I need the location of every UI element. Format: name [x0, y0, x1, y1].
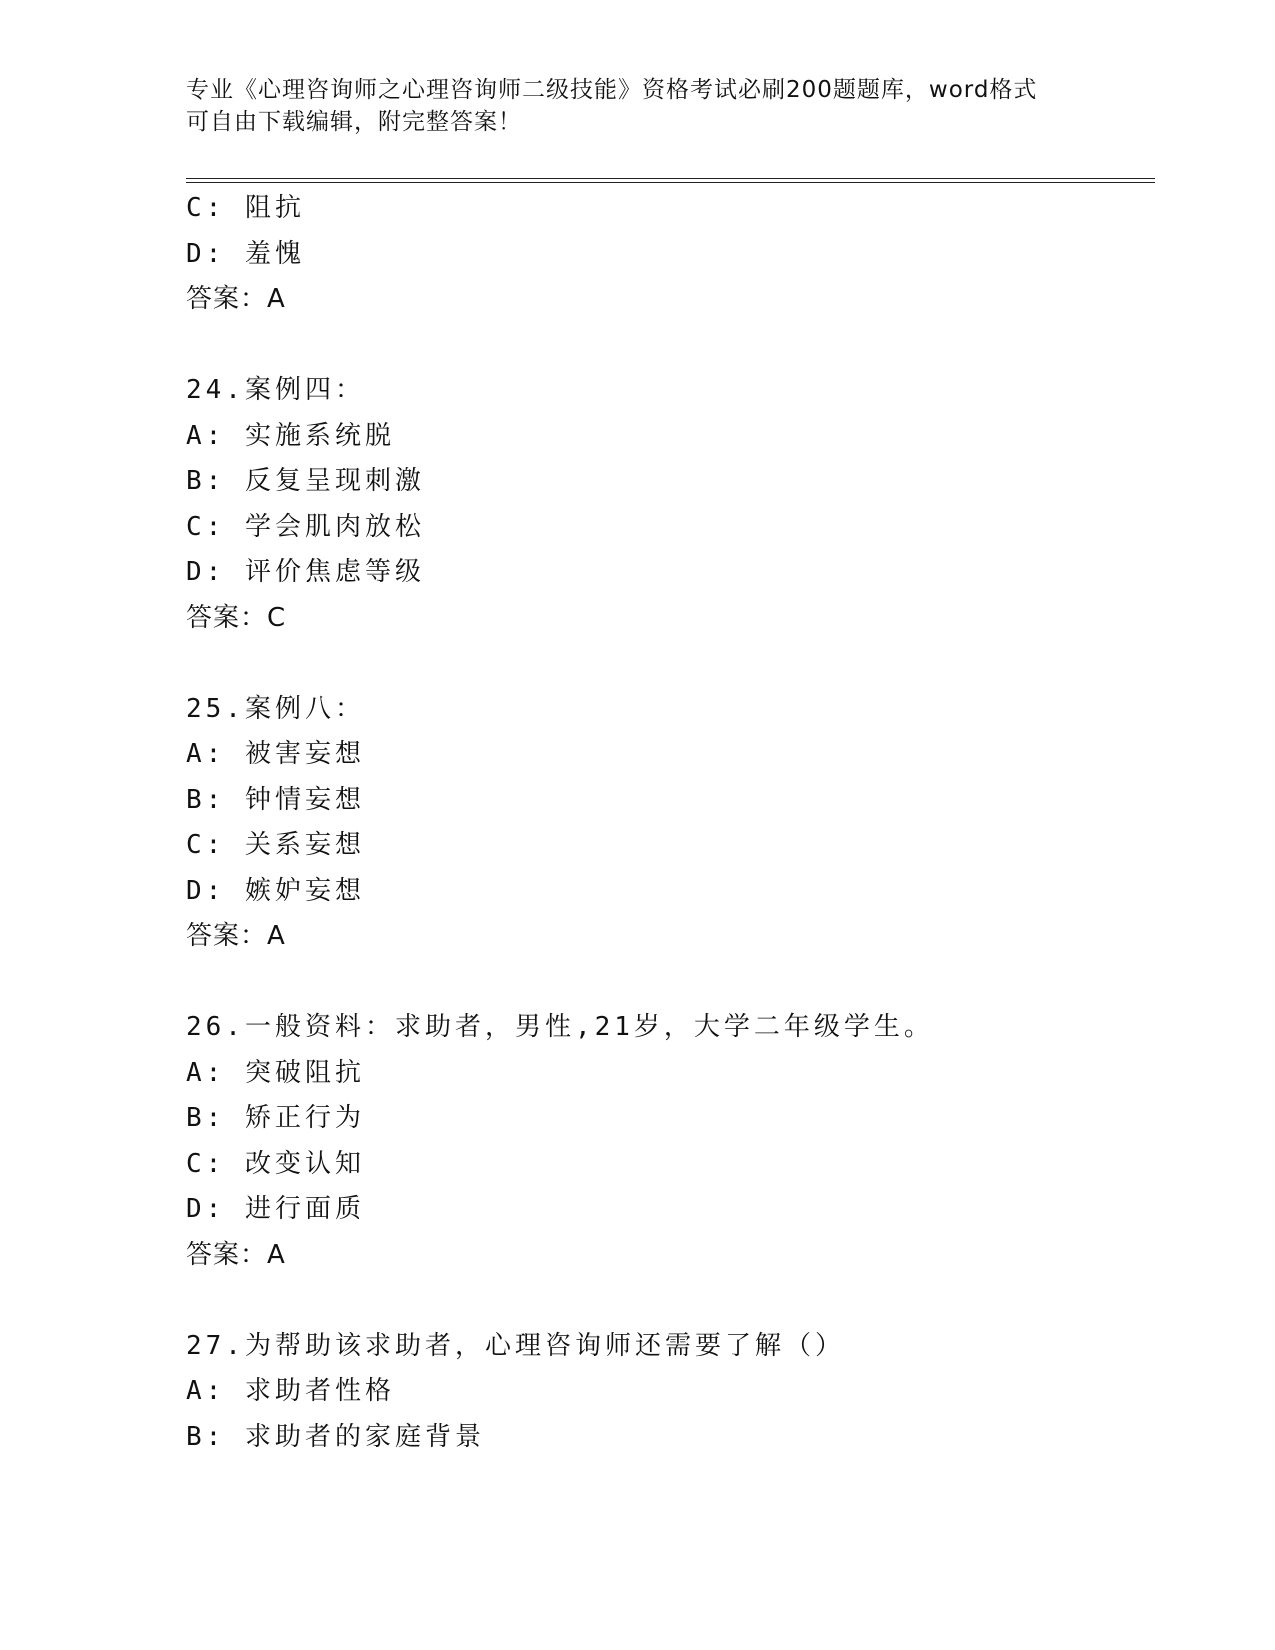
question-title: 24.案例四：: [186, 375, 365, 405]
previous-question-tail: [186, 186, 1155, 323]
document-title-line-2: 可自由下载编辑，附完整答案！: [186, 109, 522, 135]
option-b: B: 钟情妄想: [186, 784, 365, 815]
option-c: C: 关系妄想: [186, 830, 365, 860]
answer-line: 答案：A: [186, 921, 286, 951]
spacer: [186, 641, 1155, 687]
question-25: [186, 687, 1155, 960]
question-list: [186, 186, 1155, 1460]
spacer: [186, 960, 1155, 1006]
option-c: C: 学会肌肉放松: [186, 511, 425, 542]
answer-line: 答案：A: [186, 1239, 286, 1270]
option-b: B: 矫正行为: [186, 1103, 365, 1133]
option-a: A: 求助者性格: [186, 1376, 395, 1406]
option-a: A: 实施系统脱: [186, 420, 395, 451]
question-title: 27.为帮助该求助者，心理咨询师还需要了解（）: [186, 1330, 845, 1361]
header-double-rule: [186, 178, 1155, 183]
option-d: D: 评价焦虑等级: [186, 557, 425, 587]
question-title: 25.案例八：: [186, 693, 365, 724]
option-c: C: 阻抗: [186, 193, 305, 223]
spacer: [186, 1278, 1155, 1324]
option-d: D: 嫉妒妄想: [186, 875, 365, 906]
option-c: C: 改变认知: [186, 1148, 365, 1179]
question-27: [186, 1324, 1155, 1461]
option-a: A: 突破阻抗: [186, 1057, 365, 1088]
question-title: 26.一般资料：求助者，男性,21岁，大学二年级学生。: [186, 1012, 934, 1042]
answer-line: 答案：C: [186, 602, 287, 633]
option-b: B: 求助者的家庭背景: [186, 1421, 485, 1452]
option-d: D: 羞愧: [186, 238, 305, 269]
page-header: [186, 74, 1086, 138]
option-d: D: 进行面质: [186, 1194, 365, 1224]
option-a: A: 被害妄想: [186, 739, 365, 769]
spacer: [186, 323, 1155, 369]
option-b: B: 反复呈现刺激: [186, 466, 425, 496]
answer-line: 答案：A: [186, 284, 286, 314]
question-26: [186, 1005, 1155, 1278]
question-24: [186, 368, 1155, 641]
document-title-line-1: 专业《心理咨询师之心理咨询师二级技能》资格考试必刷200题题库，word格式: [186, 77, 1038, 103]
